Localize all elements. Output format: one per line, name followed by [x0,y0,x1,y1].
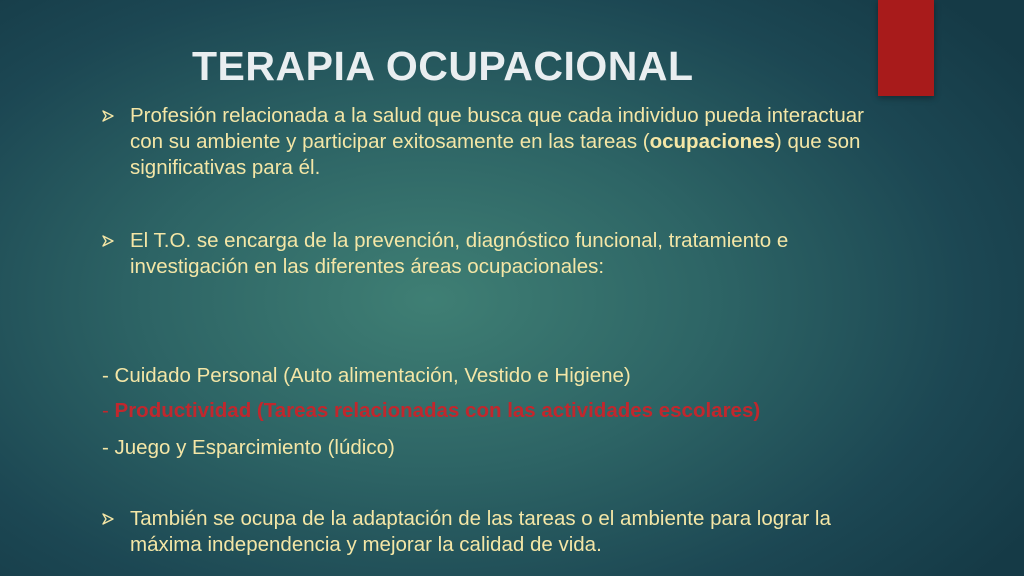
bullet-text: El T.O. se encarga de la prevención, diagnóstico funcional, tratamiento e investigación en las diferentes áreas ocupacionales: [130,229,789,278]
area-leisure: - Juego y Esparcimiento (lúdico) [102,436,395,459]
accent-bar [878,0,934,96]
arrow-bullet-icon [102,110,114,122]
arrow-bullet-icon [102,235,114,247]
area-self-care: - Cuidado Personal (Auto alimentación, Vestido e Higiene) [102,364,631,387]
bullet-text: También se ocupa de la adaptación de las tareas o el ambiente para lograr la máxima independencia y mejorar la calidad de vida. [130,507,831,556]
arrow-bullet-icon [102,513,114,525]
area-productivity-text: Productividad (Tareas relacionadas con las actividades escolares) [114,399,761,422]
area-dash: - [102,399,115,422]
bullet-text [130,103,892,181]
slide-title: TERAPIA OCUPACIONAL [192,43,694,89]
bullet-text-start: Profesión relacionada a la salud que busca que cada individuo pueda interactuar con su ambiente y participar exitosamente en las tareas ( [130,104,864,153]
bullet-bold-term: ocupaciones [649,130,775,153]
bullet-text-end: ) que son significativas para él. [130,130,861,179]
area-productivity [102,398,760,424]
bullet-role [102,228,892,280]
bullet-definition [102,103,892,181]
bullet-adaptation [102,506,892,558]
